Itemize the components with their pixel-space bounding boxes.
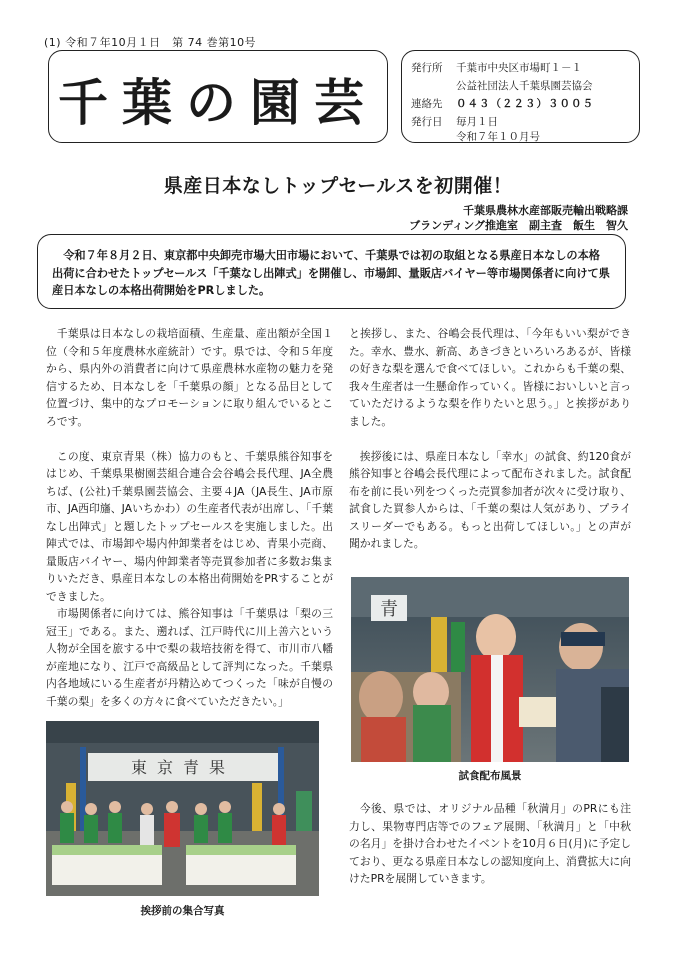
contact-label: 連絡先 bbox=[411, 98, 443, 110]
contact-phone: ０４３（２２３）３００５ bbox=[456, 98, 594, 110]
lead-box bbox=[37, 234, 626, 309]
lead-paragraph: 令和７年８月２日、東京都中央卸売市場大田市場において、千葉県では初の取組となる県産日本なしの本格出荷に合わせたトップセールス「千葉なし出陣式」を開催し、市場卸、量販店バイヤー等市場関係者に向けて県産日本なしの本格出荷開始をPRしました。 bbox=[52, 249, 610, 297]
publisher-box bbox=[401, 50, 640, 143]
issue-frequency: 毎月１日 bbox=[456, 116, 498, 128]
issue-number: 令和７年１０月号 bbox=[456, 131, 540, 143]
body-paragraph: 千葉県は日本なしの栽培面積、生産量、産出額が全国１位（令和５年度農林水産統計）です。県では、令和５年度から、県内外の消費者に向けて県産農林水産物の魅力を発信するため、日本なしを「千葉県の顔」となる品目として位置づけ、集中的なプロモーションに取り組んでいるところです。 bbox=[46, 327, 333, 428]
byline-department: 千葉県農林水産部販売輸出戦略課 bbox=[463, 204, 628, 217]
photo-tasting bbox=[351, 577, 629, 762]
publisher-label: 発行所 bbox=[411, 62, 443, 74]
article-headline: 県産日本なしトップセールスを初開催！ bbox=[163, 175, 513, 197]
photo-tasting-caption: 試食配布風景 bbox=[458, 770, 522, 782]
photo-group bbox=[46, 721, 319, 896]
issue-date-label: 発行日 bbox=[411, 116, 443, 128]
masthead-box bbox=[48, 50, 388, 143]
right-column-bottom bbox=[349, 800, 631, 888]
right-column-top bbox=[349, 325, 631, 553]
body-paragraph: 市場関係者に向けては、熊谷知事は「千葉県は「梨の三冠王」である。また、遡れば、江戸時代に川上善六という人物が全国を旅する中で梨の栽培技術を得て、市川市八幡が産地になり、江戸で高級品として評判になった。千葉県内各地域にいる生産者が丹精込めてつくった「味が自慢の千葉の梨」を多くの方々に食べていただきたい。」 bbox=[46, 607, 333, 708]
market-sign-text: 青 bbox=[380, 599, 398, 620]
body-paragraph: この度、東京青果（株）協力のもと、千葉県熊谷知事をはじめ、千葉県果樹園芸組合連合会谷嶋会長代理、JA全農ちば、(公社)千葉県園芸協会、主要４JA（JA長生、JA市原市、JA西印旛、JAいちかわ）の生産者代表が出席し、「千葉なし出陣式」と題したトップセールスを実施しました。出陣式では、市場卸や場内仲卸業者をはじめ、青果小売商、量販店バイヤー、場内仲卸業者等売買参加者に多数お集まりいただき、県産日本なしの本格出荷開始をPRすることができました。 bbox=[46, 449, 333, 603]
masthead-title: 千葉の園芸 bbox=[58, 73, 378, 132]
issue-line: (1) 令和７年10月１日 第 74 巻第10号 bbox=[44, 36, 257, 49]
byline-person: ブランディング推進室 副主査 飯生 智久 bbox=[409, 219, 628, 232]
publisher-organization: 公益社団法人千葉県園芸協会 bbox=[456, 80, 593, 92]
photo-group-caption: 挨拶前の集合写真 bbox=[140, 905, 225, 917]
body-paragraph: 挨拶後には、県産日本なし「幸水」の試食、約120食が熊谷知事と谷嶋会長代理によって配布されました。試食配布を前に長い列をつくった売買参加者が次々に受け取り、試食した買参人からは、「千葉の梨は人気があり、プライスリーダーでもある。もっと出荷してほしい。」との声が聞かれました。 bbox=[349, 449, 631, 550]
banner-text: 東京青果 bbox=[130, 758, 236, 777]
body-paragraph: と挨拶し、また、谷嶋会長代理は、「今年もいい梨ができた。幸水、豊水、新高、あきづきといろいろあるが、皆様の好きな梨を選んで食べてほしい。これからも千葉の梨、我々生産者は一生懸命作っていく。皆様においしいと言っていただけるような梨を作りたいと思う。」と挨拶がありました。 bbox=[349, 327, 631, 428]
body-paragraph: 今後、県では、オリジナル品種「秋満月」のPRにも注力し、果物専門店等でのフェア展開、「秋満月」と「中秋の名月」を掛け合わせたイベントを10月６日(月)に予定しており、更なる県産日本なしの認知度向上、消費拡大に向けたPRを展開していきます。 bbox=[349, 802, 631, 885]
publisher-address: 千葉市中央区市場町１－１ bbox=[456, 62, 582, 74]
left-column bbox=[46, 325, 333, 710]
